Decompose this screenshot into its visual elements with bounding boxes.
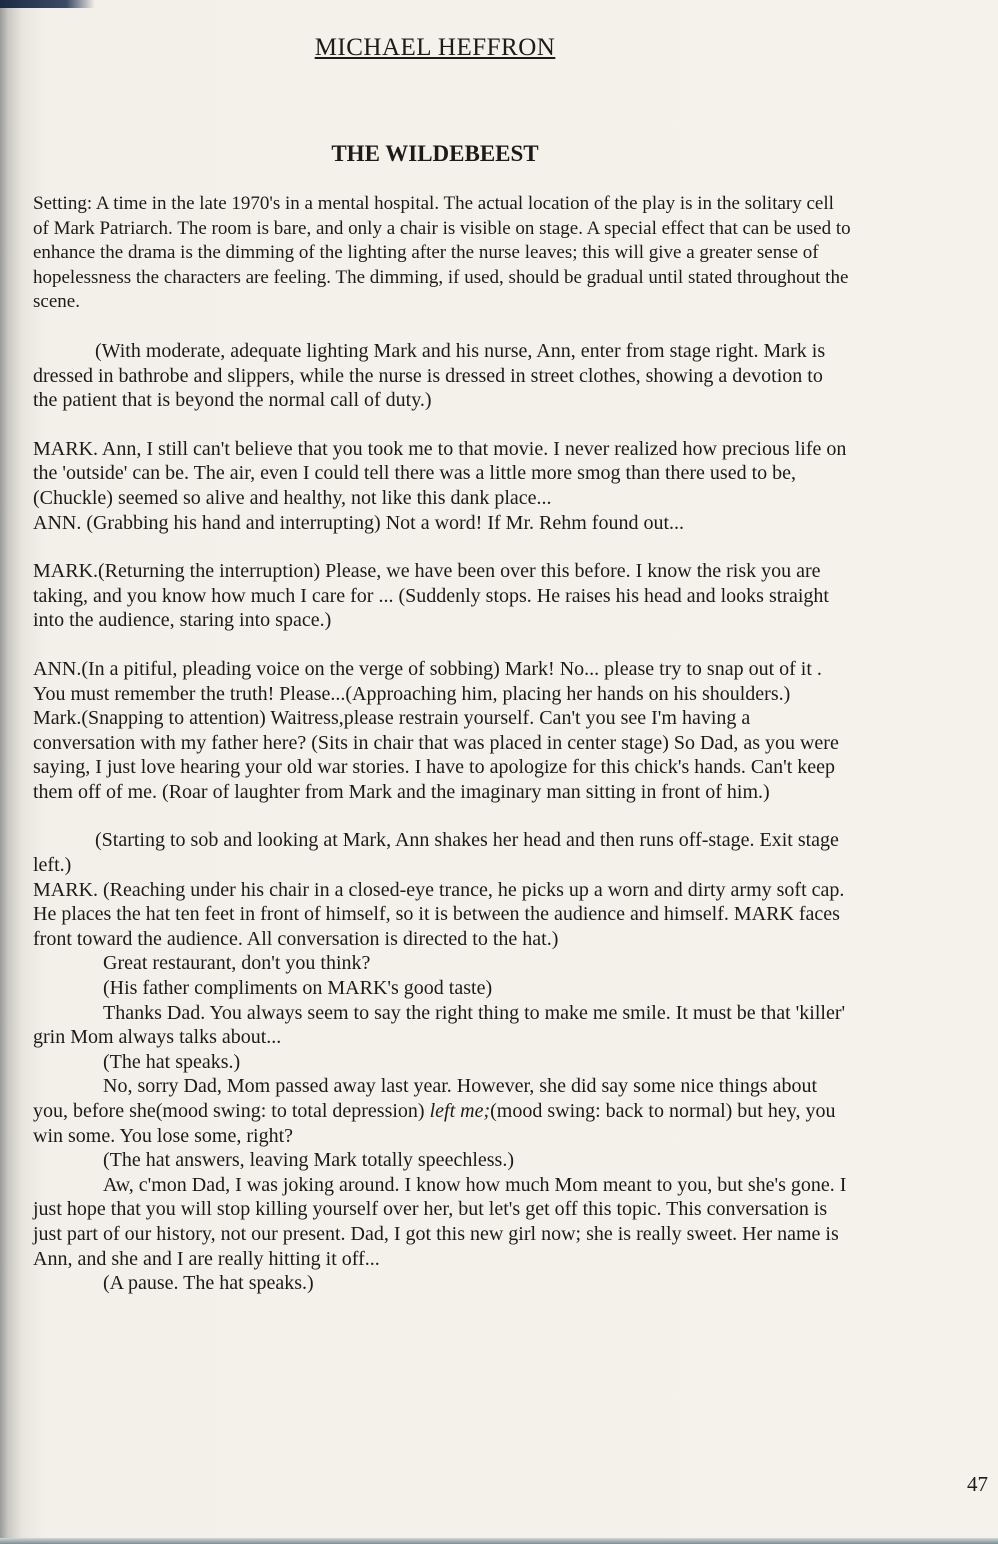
dialogue-direction: (The hat speaks.) [103, 1050, 241, 1073]
stage-direction-entrance: (With moderate, adequate lighting Mark and his nurse, Ann, enter from stage right. Mark is dressed in bathrobe and slippers, while the nurse is dressed in street clothes, showing a devotion to the patient that is beyond the normal call of duty.) [33, 339, 826, 412]
play-text [33, 192, 851, 1296]
mark-line-2: MARK.(Returning the interruption) Please, we have been over this before. I know the risk you are taking, and you know how much I care for ... (Suddenly stops. He raises his head and looks straight into the audience, staring into space.) [33, 560, 829, 632]
page-number: 47 [967, 1472, 988, 1496]
dialogue-text: No, sorry Dad, Mom passed away last year. However, she did say some nice things about you, before she(mood swing: to total depression) [33, 1075, 818, 1122]
mark-line-4: MARK. (Reaching under his chair in a closed-eye trance, he picks up a worn and dirty army soft cap. He places the hat ten feet in front of himself, so it is between the audience and himself. MARK faces front toward the audience. All conversation is directed to the hat.) [33, 878, 845, 950]
page-bottom-edge [0, 1538, 998, 1544]
mark-line-1: MARK. Ann, I still can't believe that you took me to that movie. I never realized how precious life on the 'outside' can be. The air, even I could tell there was a little more smog than there used to be,(Chuckle) seemed so alive and healthy, not like this dank place... [33, 437, 847, 509]
ann-line-2: ANN.(In a pitiful, pleading voice on the verge of sobbing) Mark! No... please try to snap out of it . You must remember the truth! Please...(Approaching him, placing her hands on his shoulders.) [33, 657, 822, 705]
dialogue-direction: (The hat answers, leaving Mark totally speechless.) [103, 1149, 514, 1172]
dialogue-line: Thanks Dad. You always seem to say the right thing to make me smile. It must be that 'killer' grin Mom always talks about... [33, 1001, 846, 1049]
mark-line-3: Mark.(Snapping to attention) Waitress,please restrain yourself. Can't you see I'm having a conversation with my father here? (Sits in chair that was placed in center stage) So Dad, as you were saying, I just love hearing your old war stories. I have to apologize for this chick's hands. Can't keep them off of me. (Roar of laughter from Mark and the imaginary man sitting in front of him.) [33, 707, 839, 803]
dialogue-direction: (A pause. The hat speaks.) [103, 1272, 314, 1295]
dialogue-line [33, 1074, 851, 1148]
setting-paragraph: Setting: A time in the late 1970's in a mental hospital. The actual location of the play is in the solitary cell of Mark Patriarch. The room is bare, and only a chair is visible on stage. A special effect that can be used to enhance the drama is the dimming of the lighting after the nurse leaves; this will give a greater sense of hopelessness the characters are feeling. The dimming, if used, should be gradual until stated throughout the scene. [33, 193, 851, 313]
author-heading: MICHAEL HEFFRON [314, 34, 556, 61]
binding-shadow [0, 0, 95, 8]
dialogue-line: Aw, c'mon Dad, I was joking around. I know how much Mom meant to you, but she's gone. I just hope that you will stop killing yourself over her, but let's get off this topic. This conversation is just part of our history, not our present. Dad, I got this new girl now; she is really sweet. Her name is Ann, and she and I are really hitting it off... [33, 1173, 847, 1270]
ann-line-1: ANN. (Grabbing his hand and interrupting) Not a word! If Mr. Rehm found out... [33, 511, 684, 534]
italic-text: left me; [429, 1100, 491, 1122]
dialogue-text: (mood swing: back to normal) but hey, you win some. You lose some, right? [33, 1100, 836, 1147]
play-title: THE WILDEBEEST [331, 141, 539, 166]
stage-direction-exit: (Starting to sob and looking at Mark, Ann shakes her head and then runs off-stage. Exit stage left.) [33, 829, 839, 877]
dialogue-line: Great restaurant, don't you think? [103, 952, 371, 975]
dialogue-direction: (His father compliments on MARK's good taste) [103, 977, 493, 1000]
